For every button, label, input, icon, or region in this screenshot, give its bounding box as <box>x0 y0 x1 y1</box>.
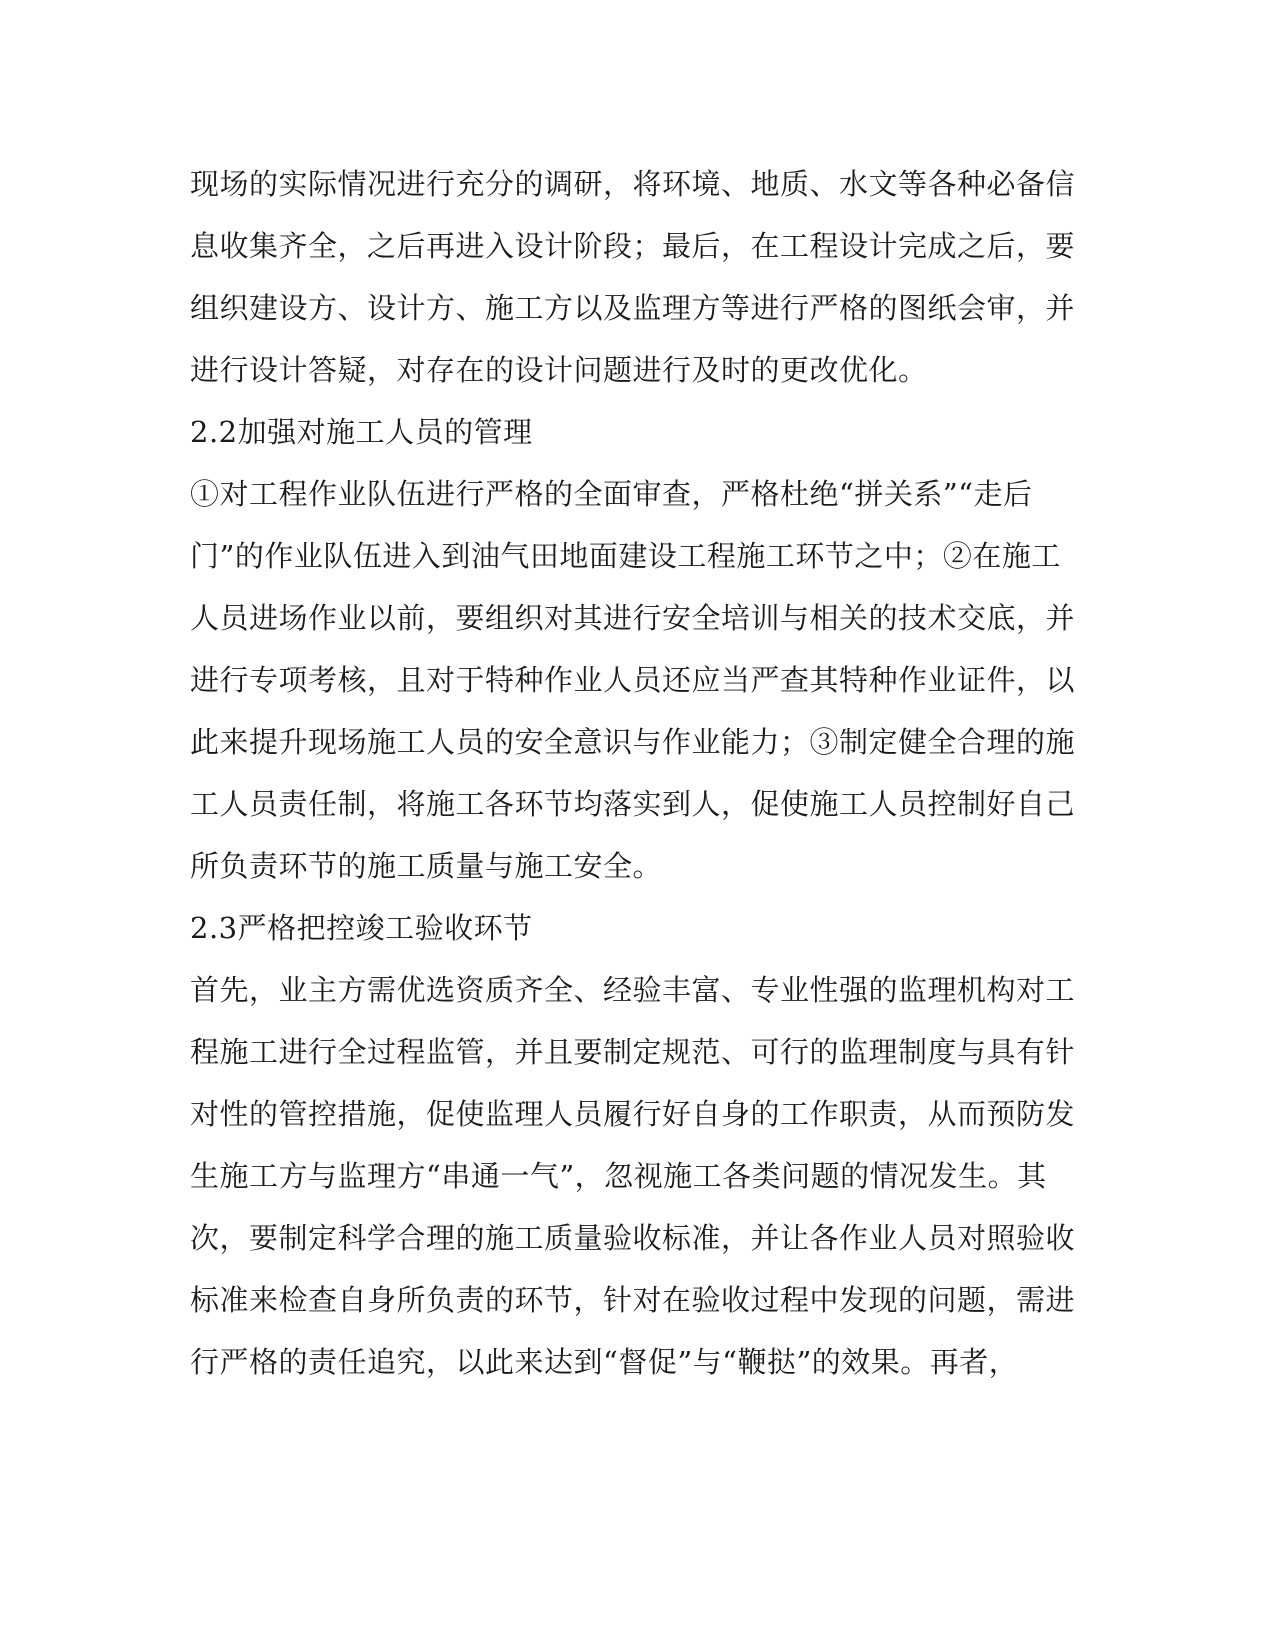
text-line: 行严格的责任追究，以此来达到“督促”与“鞭挞”的效果。再者， <box>190 1345 1019 1379</box>
text-line: 人员进场作业以前，要组织对其进行安全培训与相关的技术交底，并 <box>190 601 1076 635</box>
text-line: 息收集齐全，之后再进入设计阶段；最后，在工程设计完成之后，要 <box>190 229 1076 263</box>
text-line: 组织建设方、设计方、施工方以及监理方等进行严格的图纸会审，并 <box>190 291 1076 325</box>
text-line: 所负责环节的施工质量与施工安全。 <box>190 849 663 883</box>
document-body <box>190 153 1076 1393</box>
text-line: 标准来检查自身所负责的环节，针对在验收过程中发现的问题，需进 <box>190 1283 1076 1317</box>
section-heading-2-2: 2.2加强对施工人员的管理 <box>190 415 533 449</box>
text-line: 现场的实际情况进行充分的调研，将环境、地质、水文等各种必备信 <box>190 167 1076 201</box>
text-line: ①对工程作业队伍进行严格的全面审查，严格杜绝“拼关系”“走后 <box>190 477 1033 511</box>
text-line: 生施工方与监理方“串通一气”，忽视施工各类问题的情况发生。其 <box>190 1159 1047 1193</box>
text-line: 次，要制定科学合理的施工质量验收标准，并让各作业人员对照验收 <box>190 1221 1076 1255</box>
text-line: 工人员责任制，将施工各环节均落实到人，促使施工人员控制好自己 <box>190 787 1076 821</box>
text-line: 进行设计答疑，对存在的设计问题进行及时的更改优化。 <box>190 353 928 387</box>
section-heading-2-3: 2.3严格把控竣工验收环节 <box>190 911 533 945</box>
text-line: 对性的管控措施，促使监理人员履行好自身的工作职责，从而预防发 <box>190 1097 1076 1131</box>
text-line: 程施工进行全过程监管，并且要制定规范、可行的监理制度与具有针 <box>190 1035 1076 1069</box>
text-line: 门”的作业队伍进入到油气田地面建设工程施工环节之中；②在施工 <box>190 539 1061 573</box>
text-line: 首先，业主方需优选资质齐全、经验丰富、专业性强的监理机构对工 <box>190 973 1076 1007</box>
text-line: 进行专项考核，且对于特种作业人员还应当严查其特种作业证件，以 <box>190 663 1076 697</box>
text-line: 此来提升现场施工人员的安全意识与作业能力；③制定健全合理的施 <box>190 725 1076 759</box>
